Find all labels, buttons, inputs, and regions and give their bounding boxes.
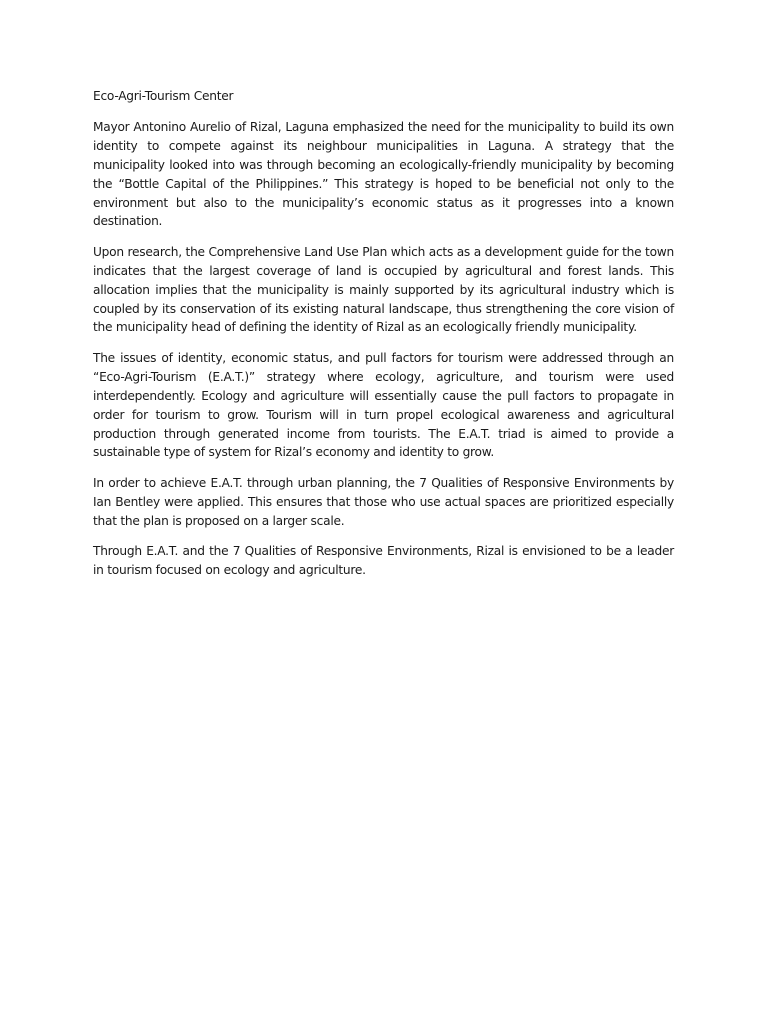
- document-body: [93, 87, 674, 591]
- paragraph-mayor-strategy: Mayor Antonino Aurelio of Rizal, Laguna emphasized the need for the municipality to build its own identity to compete against its neighbour municipalities in Laguna. A strategy that the municipality looked into was through becoming an ecologically-friendly municipality by becoming the “Bottle Capital of the Philippines.” This strategy is hoped to be beneficial not only to the environment but also to the municipality’s economic status as it progresses into a known destination.: [93, 119, 674, 229]
- paragraph-conclusion: Through E.A.T. and the 7 Qualities of Responsive Environments, Rizal is envisioned to be a leader in tourism focused on ecology and agriculture.: [93, 544, 674, 577]
- paragraph-land-use-plan: Upon research, the Comprehensive Land Use Plan which acts as a development guide for the town indicates that the largest coverage of land is occupied by agricultural and forest lands. This allocation implies that the municipality is mainly supported by its agricultural industry which is coupled by its conservation of its existing natural landscape, thus strengthening the core vision of the municipality head of defining the identity of Rizal as an ecologically friendly municipality.: [93, 244, 674, 335]
- paragraph-responsive-environments: In order to achieve E.A.T. through urban planning, the 7 Qualities of Responsive Environments by Ian Bentley were applied. This ensures that those who use actual spaces are prioritized especially that the plan is proposed on a larger scale.: [93, 475, 674, 528]
- document-title: Eco-Agri-Tourism Center: [93, 89, 234, 103]
- paragraph-eat-strategy: The issues of identity, economic status, and pull factors for tourism were addressed through an “Eco-Agri-Tourism (E.A.T.)” strategy where ecology, agriculture, and tourism were used interdependently. Ecology and agriculture will essentially cause the pull factors to propagate in order for tourism to grow. Tourism will in turn propel ecological awareness and agricultural production through generated income from tourists. The E.A.T. triad is aimed to provide a sustainable type of system for Rizal’s economy and identity to grow.: [93, 350, 674, 460]
